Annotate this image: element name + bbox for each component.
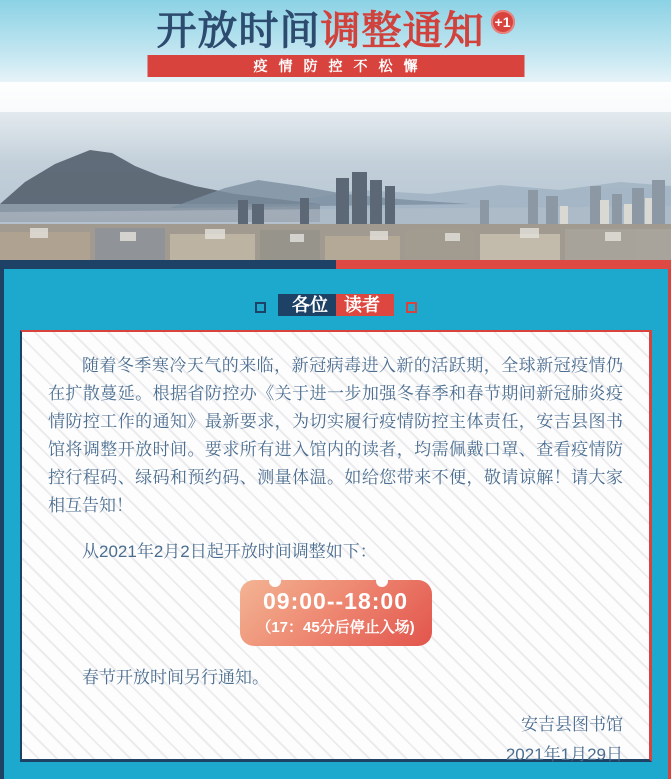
opening-hours: 09:00--18:00 [263,588,408,614]
signature-name: 安吉县图书馆 [521,715,623,734]
plus-one-badge-icon: +1 [491,10,515,34]
section-title-navy: 各位 [278,294,336,316]
signature-block [48,710,623,770]
bicolor-divider [0,260,671,269]
divider-red-half [336,260,671,269]
opening-hours-note: （17：45分后停止入场) [256,619,415,636]
section-title [278,294,394,316]
section-title-row [4,269,668,316]
page-title-navy: 开放时间 [156,9,321,53]
body-section [0,269,671,779]
opening-hours-badge [240,580,432,646]
notice-paragraph-1: 随着冬季寒冷天气的来临，新冠病毒进入新的活跃期，全球新冠疫情仍在扩散蔓延。根据省防控办《关于进一步加强冬春季和春节期间新冠肺炎疫情防控工作的通知》最新要求，为切实履行疫情防控主体责任，安吉县图书馆将调整开放时间。要求所有进入馆内的读者，均需佩戴口罩、查看疫情防控行程码、绿码和预约码、测量体温。如给您带来不便，敬请谅解！请大家相互告知！ [48,356,623,515]
section-title-red: 读者 [336,294,394,316]
subtitle-banner: 疫情防控不松懈 [147,55,524,77]
page-title [0,0,671,54]
notice-paragraph-3: 春节开放时间另行通知。 [82,668,269,687]
badge-notch-left [269,580,281,587]
deco-square-red [406,302,417,313]
city-panorama-illustration [0,82,671,260]
notice-card [20,330,652,762]
deco-square-navy [255,302,266,313]
notice-paragraph-2: 从2021年2月2日起开放时间调整如下： [82,542,377,561]
city-panorama-photo [0,82,671,260]
divider-navy-half [0,260,336,269]
header [0,0,671,82]
signature-date: 2021年1月29日 [505,745,623,764]
page-title-red: 调整通知 [320,9,485,53]
badge-notch-right [376,580,388,587]
